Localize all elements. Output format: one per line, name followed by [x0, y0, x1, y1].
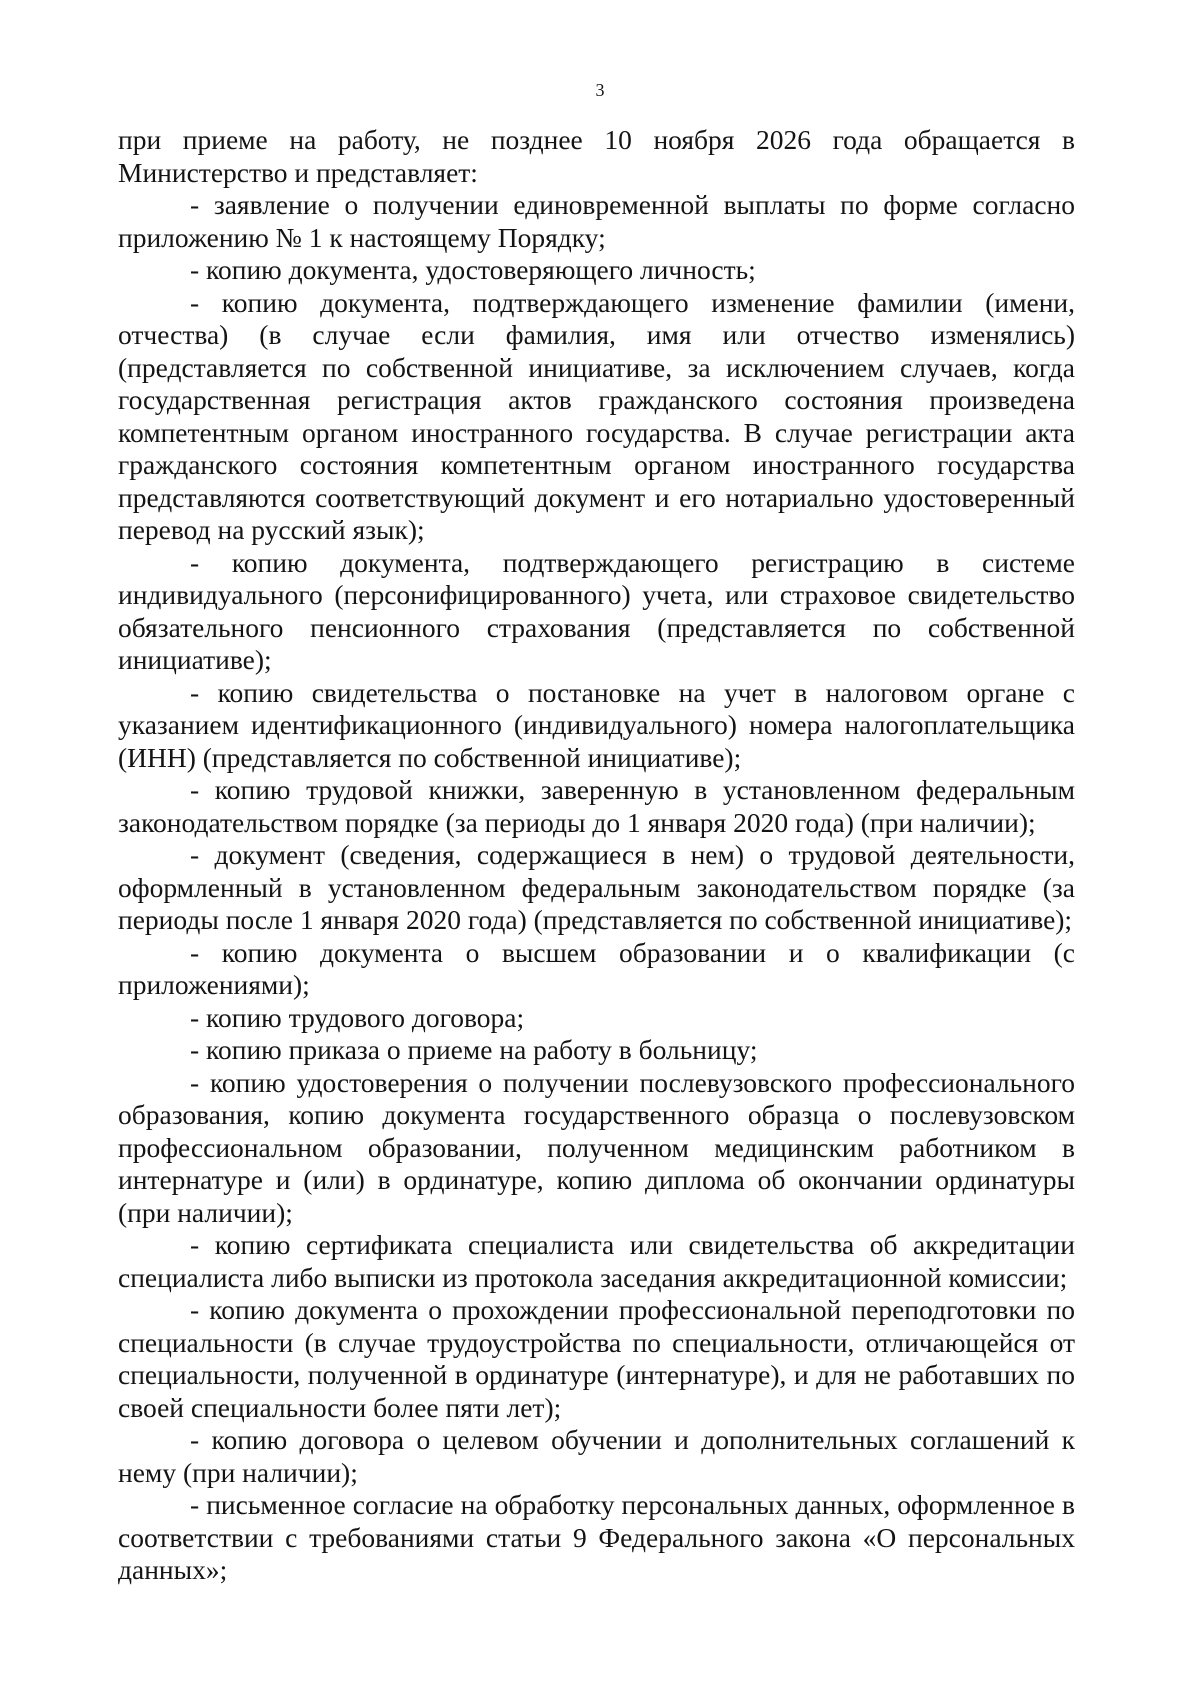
- page-number: 3: [595, 80, 605, 100]
- list-item-specialist-certificate: - копию сертификата специалиста или свидетельства об аккредитации специалиста либо выписки из протокола заседания аккредитационной комиссии;: [118, 1229, 1075, 1293]
- list-item-name-change-document: - копию документа, подтверждающего изменение фамилии (имени, отчества) (в случае если фамилия, имя или отчество изменялись) (представляется по собственной инициативе, за исключением случаев, когда государственная регистрация актов гражданского состояния произведена компетентным органом иностранного государства. В случае регистрации акта гражданского состояния компетентным органом иностранного государства представляются соответствующий документ и его нотариально удостоверенный перевод на русский язык);: [118, 286, 1075, 545]
- document-body: [118, 124, 1075, 1587]
- list-item-targeted-training-contract: - копию договора о целевом обучении и дополнительных соглашений к нему (при наличии);: [118, 1424, 1075, 1488]
- list-item-retraining-document: - копию документа о прохождении профессиональной переподготовки по специальности (в случае трудоустройства по специальности, отличающейся от специальности, полученной в ординатуре (интернатуре), и для не работавших по своей специальности более пяти лет);: [118, 1294, 1075, 1423]
- list-item-application: - заявление о получении единовременной выплаты по форме согласно приложению № 1 к настоящему Порядку;: [118, 189, 1075, 253]
- list-item-hiring-order: - копию приказа о приеме на работу в больницу;: [190, 1034, 758, 1065]
- list-item-postgraduate-education: - копию удостоверения о получении послевузовского профессионального образования, копию документа государственного образца о послевузовском профессиональном образовании, полученном медицинским работником в интернатуре и (или) в ординатуре, копию диплома об окончании ординатуры (при наличии);: [118, 1066, 1075, 1228]
- paragraph-intro: при приеме на работу, не позднее 10 ноября 2026 года обращается в Министерство и представляет:: [118, 124, 1075, 188]
- list-item-employment-contract: - копию трудового договора;: [190, 1001, 525, 1033]
- list-item-work-book: - копию трудовой книжки, заверенную в установленном федеральным законодательством порядке (за периоды до 1 января 2020 года) (при наличии);: [118, 774, 1075, 838]
- list-item-inn-certificate: - копию свидетельства о постановке на учет в налоговом органе с указанием идентификационного (индивидуального) номера налогоплательщика (ИНН) (представляется по собственной инициативе);: [118, 676, 1075, 773]
- list-item-pension-registration: - копию документа, подтверждающего регистрацию в системе индивидуального (персонифицированного) учета, или страховое свидетельство обязательного пенсионного страхования (представляется по собственной инициативе);: [118, 546, 1075, 675]
- list-item-personal-data-consent: - письменное согласие на обработку персональных данных, оформленное в соответствии с требованиями статьи 9 Федерального закона «О персональных данных»;: [118, 1489, 1075, 1585]
- list-item-higher-education: - копию документа о высшем образовании и о квалификации (с приложениями);: [118, 936, 1075, 1000]
- list-item-work-history: - документ (сведения, содержащиеся в нем) о трудовой деятельности, оформленный в установленном федеральным законодательством порядке (за периоды после 1 января 2020 года) (представляется по собственной инициативе);: [118, 839, 1075, 935]
- list-item-identity-document: - копию документа, удостоверяющего личность;: [190, 254, 756, 285]
